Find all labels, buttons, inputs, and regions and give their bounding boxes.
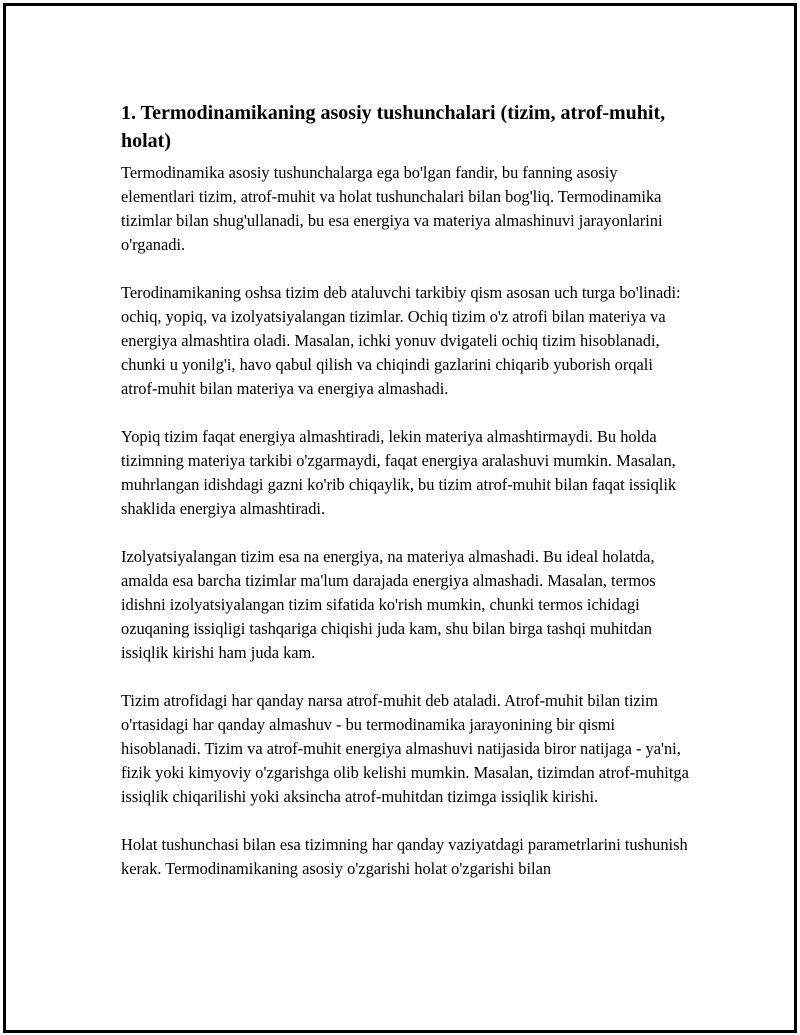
section-heading: 1. Termodinamikaning asosiy tushunchalari (tizim, atrof-muhit, holat) xyxy=(121,102,666,152)
paragraph-intro: Termodinamika asosiy tushunchalarga ega bo'lgan fandir, bu fanning asosiy elementlari tizim, atrof-muhit va holat tushunchalari bilan bog'liq. Termodinamika tizimlar bilan shug'ullanadi, bu esa energiya va materiya almashinuvi jarayonlarini o'rganadi. xyxy=(121,163,663,254)
document-content xyxy=(121,99,691,881)
paragraph-closed-system: Yopiq tizim faqat energiya almashtiradi, lekin materiya almashtirmaydi. Bu holda tizimning materiya tarkibi o'zgarmaydi, faqat energiya aralashuvi mumkin. Masalan, muhrlangan idishdagi gazni ko'rib chiqaylik, bu tizim atrof-muhit bilan faqat issiqlik shaklida energiya almashtiradi. xyxy=(121,427,677,518)
paragraph-environment: Tizim atrofidagi har qanday narsa atrof-muhit deb ataladi. Atrof-muhit bilan tizim o'rtasidagi har qanday almashuv - bu termodinamika jarayonining bir qismi hisoblanadi. Tizim va atrof-muhit energiya almashuvi natijasida biror natijaga - ya'ni, fizik yoki kimyoviy o'zgarishga olib kelishi mumkin. Masalan, tizimdan atrof-muhitga issiqlik chiqarilishi yoki aksincha atrof-muhitdan tizimga issiqlik kirishi. xyxy=(121,691,689,806)
paragraph-open-system: Terodinamikaning oshsa tizim deb ataluvchi tarkibiy qism asosan uch turga bo'linadi: ochiq, yopiq, va izolyatsiyalangan tizimlar. Ochiq tizim o'z atrofi bilan materiya va energiya almashtira oladi. Masalan, ichki yonuv dvigateli ochiq tizim hisoblanadi, chunki u yonilg'i, havo qabul qilish va chiqindi gazlarini chiqarib yuborish orqali atrof-muhit bilan materiya va energiya almashadi. xyxy=(121,283,681,398)
paragraph-state: Holat tushunchasi bilan esa tizimning har qanday vaziyatdagi parametrlarini tushunish kerak. Termodinamikaning asosiy o'zgarishi holat o'zgarishi bilan xyxy=(121,835,688,878)
document-page xyxy=(3,3,797,1033)
paragraph-isolated-system: Izolyatsiyalangan tizim esa na energiya, na materiya almashadi. Bu ideal holatda, amalda esa barcha tizimlar ma'lum darajada energiya almashadi. Masalan, termos idishni izolyatsiyalangan tizim sifatida ko'rish mumkin, chunki termos ichidagi ozuqaning issiqligi tashqariga chiqishi juda kam, shu bilan birga tashqi muhitdan issiqlik kirishi ham juda kam. xyxy=(121,547,656,662)
